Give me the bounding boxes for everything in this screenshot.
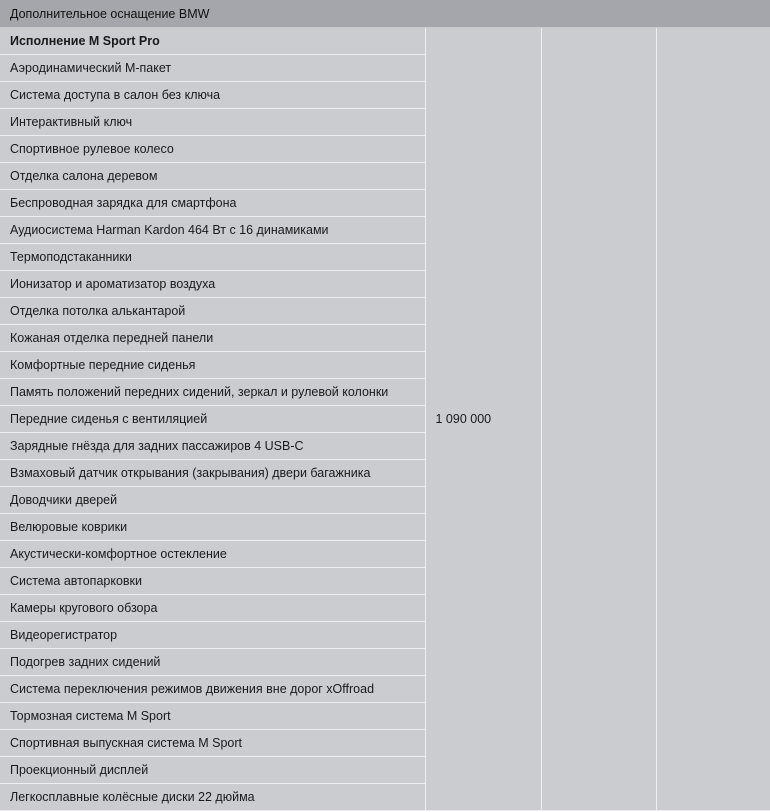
equipment-item: Видеорегистратор — [0, 622, 425, 649]
equipment-item: Беспроводная зарядка для смартфона — [0, 190, 425, 217]
equipment-item: Кожаная отделка передней панели — [0, 325, 425, 352]
equipment-item: Система автопарковки — [0, 568, 425, 595]
equipment-item: Спортивное рулевое колесо — [0, 136, 425, 163]
equipment-item: Аудиосистема Harman Kardon 464 Вт с 16 динамиками — [0, 217, 425, 244]
table-body — [0, 28, 770, 811]
equipment-item: Велюровые коврики — [0, 514, 425, 541]
equipment-item: Аэродинамический M-пакет — [0, 55, 425, 82]
equipment-item: Отделка салона деревом — [0, 163, 425, 190]
equipment-item: Интерактивный ключ — [0, 109, 425, 136]
table-row — [0, 28, 770, 55]
equipment-item: Легкосплавные колёсные диски 22 дюйма — [0, 784, 425, 811]
equipment-item: Спортивная выпускная система M Sport — [0, 730, 425, 757]
equipment-item: Проекционный дисплей — [0, 757, 425, 784]
equipment-item: Отделка потолка алькантарой — [0, 298, 425, 325]
equipment-item: Подогрев задних сидений — [0, 649, 425, 676]
equipment-item: Передние сиденья с вентиляцией — [0, 406, 425, 433]
equipment-item: Память положений передних сидений, зеркал и рулевой колонки — [0, 379, 425, 406]
equipment-item: Зарядные гнёзда для задних пассажиров 4 USB-C — [0, 433, 425, 460]
empty-cell — [656, 28, 770, 811]
equipment-item: Камеры кругового обзора — [0, 595, 425, 622]
price-cell: 1 090 000 — [425, 28, 541, 811]
package-title: Исполнение M Sport Pro — [0, 28, 425, 55]
empty-cell — [541, 28, 656, 811]
equipment-item: Термоподстаканники — [0, 244, 425, 271]
equipment-item: Взмаховый датчик открывания (закрывания) двери багажника — [0, 460, 425, 487]
header-row — [0, 0, 770, 28]
equipment-item: Тормозная система M Sport — [0, 703, 425, 730]
equipment-item: Доводчики дверей — [0, 487, 425, 514]
equipment-item: Ионизатор и ароматизатор воздуха — [0, 271, 425, 298]
equipment-item: Система переключения режимов движения вне дорог xOffroad — [0, 676, 425, 703]
table-header: Дополнительное оснащение BMW — [0, 0, 770, 28]
equipment-item: Комфортные передние сиденья — [0, 352, 425, 379]
equipment-item: Акустически-комфортное остекление — [0, 541, 425, 568]
equipment-item: Система доступа в салон без ключа — [0, 82, 425, 109]
